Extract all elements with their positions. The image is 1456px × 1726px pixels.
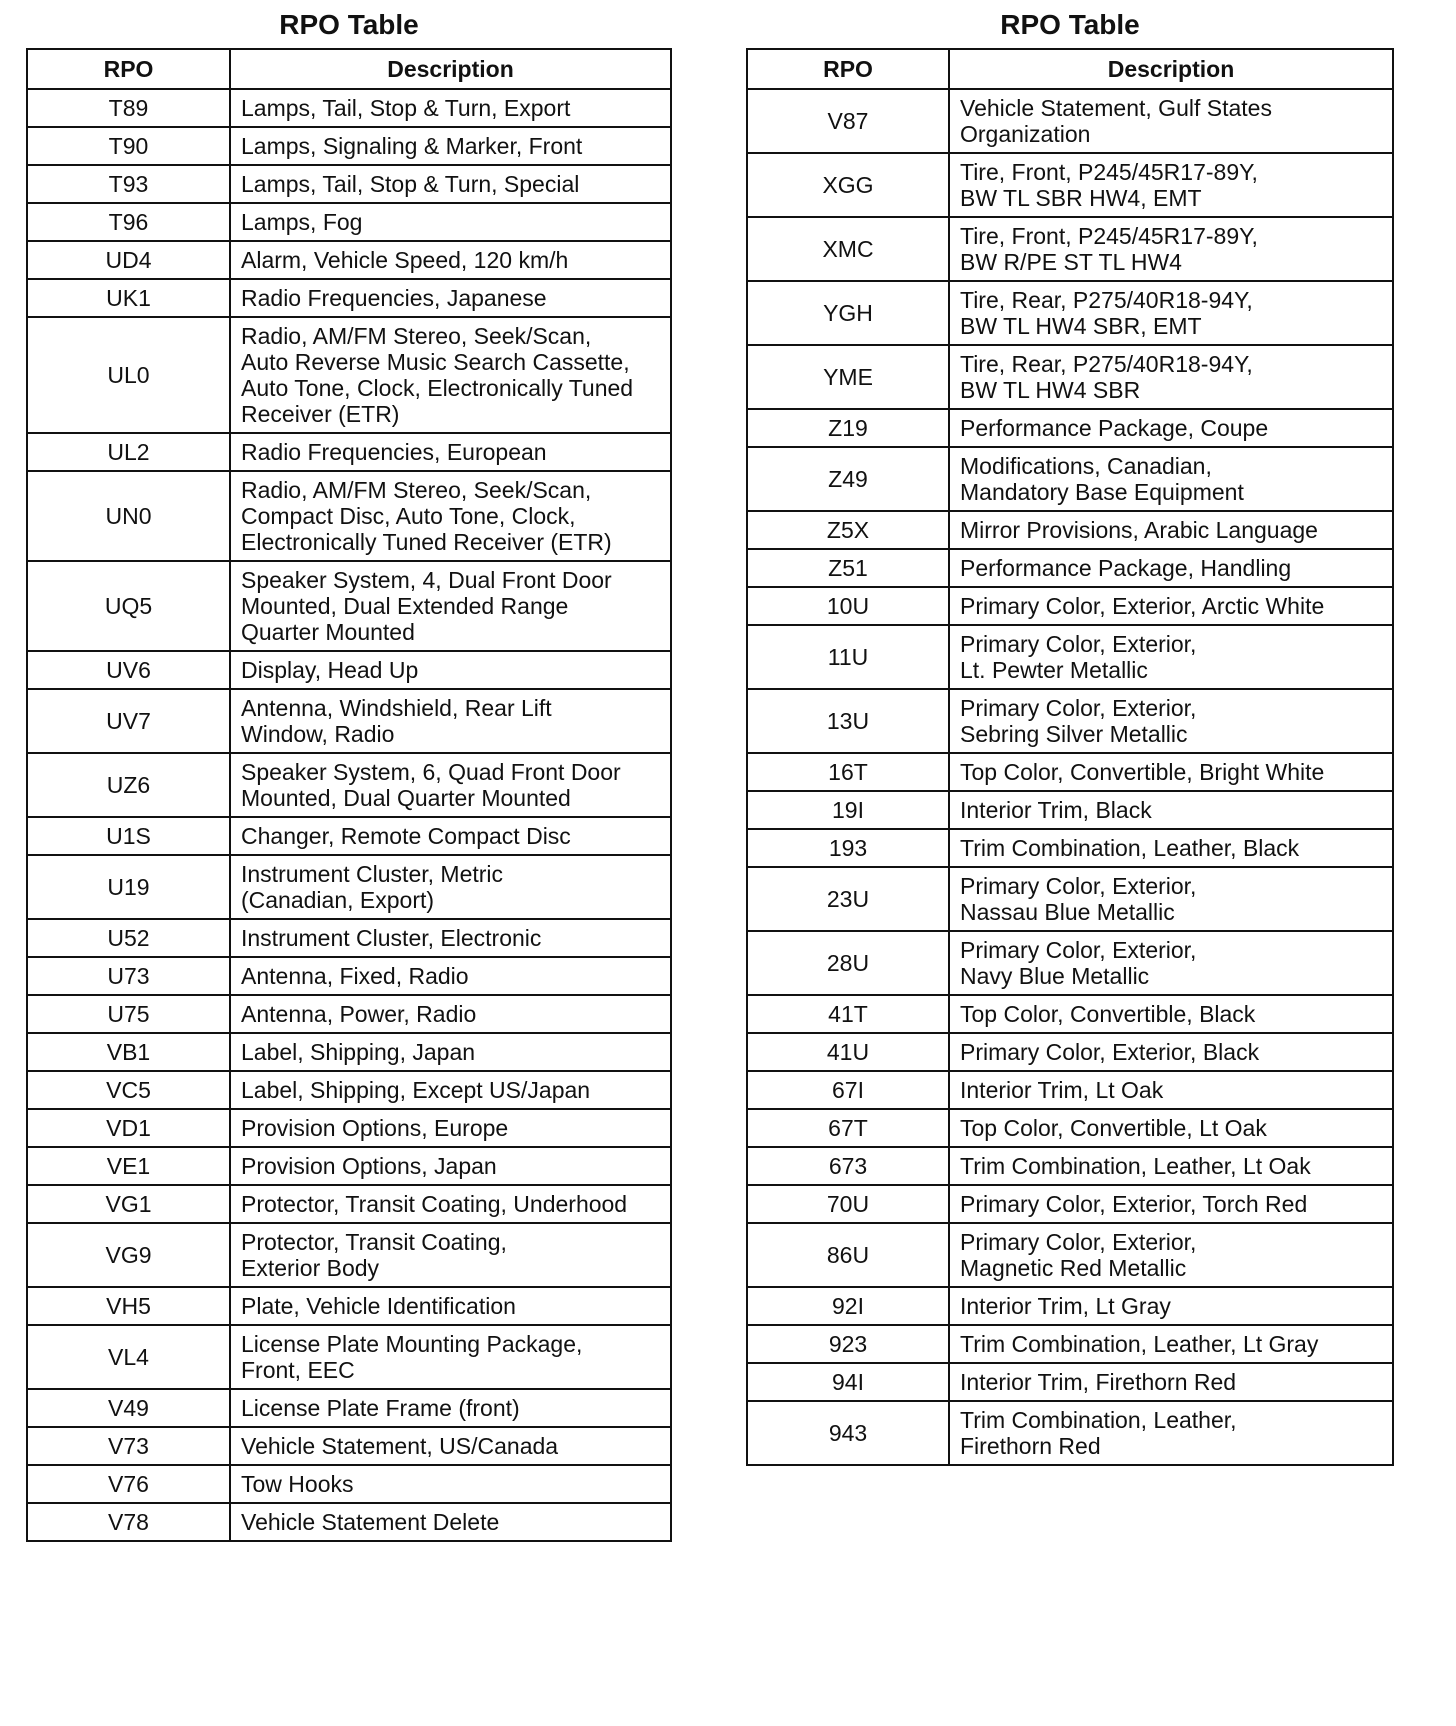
description-text: Interior Trim, Firethorn Red <box>960 1369 1237 1395</box>
description-cell <box>949 587 1393 625</box>
description-text: Primary Color, Exterior, Sebring Silver Metallic <box>960 695 1197 747</box>
rpo-code-cell: XGG <box>747 153 949 217</box>
rpo-code-cell: 13U <box>747 689 949 753</box>
description-text: Interior Trim, Black <box>960 797 1152 823</box>
table-row <box>747 587 1393 625</box>
rpo-code-cell: YGH <box>747 281 949 345</box>
description-cell <box>949 1287 1393 1325</box>
table-row <box>27 127 671 165</box>
table-row <box>747 867 1393 931</box>
table-row <box>27 1287 671 1325</box>
left-header-row <box>27 49 671 89</box>
table-row <box>27 1325 671 1389</box>
description-cell <box>949 1401 1393 1465</box>
description-cell <box>230 1427 671 1465</box>
rpo-code-cell: UV6 <box>27 651 230 689</box>
table-row <box>27 241 671 279</box>
table-row <box>27 1465 671 1503</box>
description-text: Primary Color, Exterior, Arctic White <box>960 593 1325 619</box>
description-text: Radio Frequencies, Japanese <box>241 285 547 311</box>
rpo-code-cell: XMC <box>747 217 949 281</box>
rpo-code-cell: T90 <box>27 127 230 165</box>
rpo-code-cell: 86U <box>747 1223 949 1287</box>
table-row <box>747 511 1393 549</box>
description-text: Primary Color, Exterior, Torch Red <box>960 1191 1308 1217</box>
description-text: Tire, Rear, P275/40R18-94Y, BW TL HW4 SBR, EMT <box>960 287 1253 339</box>
table-row <box>747 281 1393 345</box>
table-row <box>747 625 1393 689</box>
description-text: Protector, Transit Coating, Underhood <box>241 1191 628 1217</box>
description-text: Vehicle Statement, US/Canada <box>241 1433 559 1459</box>
table-row <box>747 753 1393 791</box>
table-row <box>747 1109 1393 1147</box>
rpo-code-cell: 11U <box>747 625 949 689</box>
description-text: Top Color, Convertible, Lt Oak <box>960 1115 1267 1141</box>
description-cell <box>230 471 671 561</box>
description-cell <box>230 957 671 995</box>
table-row <box>747 1185 1393 1223</box>
table-row <box>747 931 1393 995</box>
rpo-code-cell: 94I <box>747 1363 949 1401</box>
description-text: Primary Color, Exterior, Black <box>960 1039 1260 1065</box>
table-row <box>747 89 1393 153</box>
table-row <box>27 855 671 919</box>
rpo-code-cell: VG9 <box>27 1223 230 1287</box>
description-cell <box>949 511 1393 549</box>
table-row <box>27 1147 671 1185</box>
description-cell <box>949 217 1393 281</box>
table-row <box>747 1325 1393 1363</box>
right-table-title: RPO Table <box>1000 9 1140 40</box>
table-row <box>27 1185 671 1223</box>
table-row <box>27 1223 671 1287</box>
description-text: Provision Options, Europe <box>241 1115 509 1141</box>
rpo-code-cell: UL0 <box>27 317 230 433</box>
description-cell <box>230 753 671 817</box>
rpo-code-cell: Z49 <box>747 447 949 511</box>
table-row <box>747 1033 1393 1071</box>
table-row <box>27 1427 671 1465</box>
table-row <box>747 345 1393 409</box>
table-row <box>747 153 1393 217</box>
rpo-code-cell: 92I <box>747 1287 949 1325</box>
table-row <box>27 1389 671 1427</box>
rpo-code-cell: V49 <box>27 1389 230 1427</box>
description-cell <box>230 89 671 127</box>
rpo-code-cell: U1S <box>27 817 230 855</box>
rpo-code-cell: VC5 <box>27 1071 230 1109</box>
rpo-code-cell: 10U <box>747 587 949 625</box>
rpo-code-cell: Z51 <box>747 549 949 587</box>
description-cell <box>949 1147 1393 1185</box>
rpo-code-cell: UD4 <box>27 241 230 279</box>
table-row <box>747 549 1393 587</box>
description-text: Plate, Vehicle Identification <box>241 1293 516 1319</box>
table-row <box>27 957 671 995</box>
table-row <box>747 791 1393 829</box>
table-row <box>27 1503 671 1541</box>
rpo-code-cell: VB1 <box>27 1033 230 1071</box>
description-cell <box>230 919 671 957</box>
description-text: Primary Color, Exterior, Nassau Blue Metallic <box>960 873 1197 925</box>
description-text: Provision Options, Japan <box>241 1153 497 1179</box>
description-cell <box>949 1185 1393 1223</box>
description-cell <box>230 1389 671 1427</box>
table-row <box>747 447 1393 511</box>
rpo-code-cell: 16T <box>747 753 949 791</box>
right-header-row <box>747 49 1393 89</box>
description-text: Mirror Provisions, Arabic Language <box>960 517 1318 543</box>
description-cell <box>949 153 1393 217</box>
table-row <box>747 829 1393 867</box>
rpo-code-cell: 67T <box>747 1109 949 1147</box>
description-text: Antenna, Windshield, Rear Lift Window, Radio <box>241 695 552 747</box>
rpo-code-cell: 193 <box>747 829 949 867</box>
table-row <box>747 1223 1393 1287</box>
description-text: Radio, AM/FM Stereo, Seek/Scan, Auto Reverse Music Search Cassette, Auto Tone, Clock, Electronically Tuned Receiver (ETR) <box>241 323 634 427</box>
description-cell <box>949 1109 1393 1147</box>
description-text: Performance Package, Handling <box>960 555 1292 581</box>
description-text: Trim Combination, Leather, Black <box>960 835 1300 861</box>
rpo-code-cell: UL2 <box>27 433 230 471</box>
table-row <box>27 995 671 1033</box>
description-cell <box>230 1033 671 1071</box>
description-cell <box>949 829 1393 867</box>
rpo-code-cell: VL4 <box>27 1325 230 1389</box>
table-row <box>27 89 671 127</box>
description-text: Speaker System, 6, Quad Front Door Mounted, Dual Quarter Mounted <box>241 759 621 811</box>
description-text: Instrument Cluster, Metric (Canadian, Export) <box>241 861 504 913</box>
rpo-column-header: RPO <box>27 49 230 89</box>
rpo-code-cell: 41T <box>747 995 949 1033</box>
table-row <box>27 165 671 203</box>
description-cell <box>949 447 1393 511</box>
description-text: Tire, Front, P245/45R17-89Y, BW R/PE ST TL HW4 <box>960 223 1258 275</box>
description-text: Lamps, Tail, Stop & Turn, Export <box>241 95 571 121</box>
rpo-code-cell: UK1 <box>27 279 230 317</box>
rpo-code-cell: UN0 <box>27 471 230 561</box>
description-text: Alarm, Vehicle Speed, 120 km/h <box>241 247 569 273</box>
description-text: Primary Color, Exterior, Navy Blue Metallic <box>960 937 1197 989</box>
rpo-code-cell: UZ6 <box>27 753 230 817</box>
description-cell <box>230 561 671 651</box>
description-column-header: Description <box>949 49 1393 89</box>
rpo-code-cell: VH5 <box>27 1287 230 1325</box>
rpo-code-cell: 923 <box>747 1325 949 1363</box>
description-cell <box>230 203 671 241</box>
description-text: Top Color, Convertible, Black <box>960 1001 1256 1027</box>
description-text: Vehicle Statement, Gulf States Organization <box>960 95 1272 147</box>
description-text: Display, Head Up <box>241 657 419 683</box>
description-cell <box>230 433 671 471</box>
table-row <box>27 753 671 817</box>
description-cell <box>949 409 1393 447</box>
table-row <box>27 279 671 317</box>
description-cell <box>230 165 671 203</box>
table-row <box>27 919 671 957</box>
table-row <box>747 1147 1393 1185</box>
rpo-code-cell: T96 <box>27 203 230 241</box>
description-cell <box>230 1325 671 1389</box>
description-text: Primary Color, Exterior, Lt. Pewter Metallic <box>960 631 1197 683</box>
description-cell <box>230 1185 671 1223</box>
description-text: Interior Trim, Lt Gray <box>960 1293 1171 1319</box>
rpo-code-cell: Z5X <box>747 511 949 549</box>
rpo-code-cell: 67I <box>747 1071 949 1109</box>
table-row <box>747 1287 1393 1325</box>
rpo-code-cell: U73 <box>27 957 230 995</box>
table-row <box>27 471 671 561</box>
description-cell <box>949 549 1393 587</box>
description-text: Tow Hooks <box>241 1471 354 1497</box>
rpo-code-cell: 19I <box>747 791 949 829</box>
rpo-code-cell: UQ5 <box>27 561 230 651</box>
rpo-code-cell: U19 <box>27 855 230 919</box>
table-row <box>27 1109 671 1147</box>
description-cell <box>949 1363 1393 1401</box>
description-cell <box>230 317 671 433</box>
rpo-code-cell: YME <box>747 345 949 409</box>
left-table-body <box>27 89 671 1541</box>
description-cell <box>230 127 671 165</box>
rpo-code-cell: U52 <box>27 919 230 957</box>
description-text: Modifications, Canadian, Mandatory Base Equipment <box>960 453 1244 505</box>
description-text: Primary Color, Exterior, Magnetic Red Metallic <box>960 1229 1197 1281</box>
table-row <box>747 409 1393 447</box>
description-cell <box>949 1223 1393 1287</box>
description-text: Changer, Remote Compact Disc <box>241 823 571 849</box>
description-text: Tire, Front, P245/45R17-89Y, BW TL SBR HW4, EMT <box>960 159 1258 211</box>
description-cell <box>949 345 1393 409</box>
table-row <box>747 689 1393 753</box>
table-row <box>747 1401 1393 1465</box>
description-cell <box>230 241 671 279</box>
rpo-code-cell: VE1 <box>27 1147 230 1185</box>
description-cell <box>230 855 671 919</box>
right-rpo-panel <box>746 8 1394 1466</box>
left-rpo-table <box>26 48 672 1542</box>
table-row <box>27 817 671 855</box>
description-column-header: Description <box>230 49 671 89</box>
table-row <box>27 651 671 689</box>
description-text: Lamps, Tail, Stop & Turn, Special <box>241 171 580 197</box>
table-row <box>747 995 1393 1033</box>
rpo-code-cell: V78 <box>27 1503 230 1541</box>
rpo-code-cell: U75 <box>27 995 230 1033</box>
left-rpo-panel <box>26 8 672 1542</box>
description-text: Lamps, Signaling & Marker, Front <box>241 133 583 159</box>
rpo-code-cell: Z19 <box>747 409 949 447</box>
description-cell <box>949 791 1393 829</box>
right-table-body <box>747 89 1393 1465</box>
rpo-code-cell: 23U <box>747 867 949 931</box>
description-cell <box>949 1033 1393 1071</box>
table-row <box>27 1033 671 1071</box>
description-cell <box>230 651 671 689</box>
rpo-code-cell: 673 <box>747 1147 949 1185</box>
description-cell <box>949 1071 1393 1109</box>
description-cell <box>230 1503 671 1541</box>
rpo-code-cell: T93 <box>27 165 230 203</box>
rpo-code-cell: V73 <box>27 1427 230 1465</box>
description-text: Speaker System, 4, Dual Front Door Mounted, Dual Extended Range Quarter Mounted <box>241 567 612 645</box>
rpo-code-cell: VG1 <box>27 1185 230 1223</box>
description-cell <box>949 625 1393 689</box>
table-row <box>27 203 671 241</box>
description-cell <box>230 279 671 317</box>
description-cell <box>230 817 671 855</box>
rpo-code-cell: 70U <box>747 1185 949 1223</box>
description-text: License Plate Frame (front) <box>241 1395 520 1421</box>
description-cell <box>230 1109 671 1147</box>
rpo-code-cell: V76 <box>27 1465 230 1503</box>
description-cell <box>230 1287 671 1325</box>
rpo-column-header: RPO <box>747 49 949 89</box>
table-row <box>27 561 671 651</box>
description-text: Instrument Cluster, Electronic <box>241 925 542 951</box>
description-text: Tire, Rear, P275/40R18-94Y, BW TL HW4 SBR <box>960 351 1253 403</box>
rpo-code-cell: UV7 <box>27 689 230 753</box>
description-cell <box>949 867 1393 931</box>
description-cell <box>949 995 1393 1033</box>
table-row <box>27 317 671 433</box>
description-text: Lamps, Fog <box>241 209 363 235</box>
description-cell <box>230 689 671 753</box>
table-row <box>27 1071 671 1109</box>
description-text: Interior Trim, Lt Oak <box>960 1077 1164 1103</box>
description-text: Protector, Transit Coating, Exterior Body <box>241 1229 507 1281</box>
description-text: Antenna, Power, Radio <box>241 1001 477 1027</box>
description-cell <box>949 281 1393 345</box>
rpo-code-cell: T89 <box>27 89 230 127</box>
table-row <box>747 1071 1393 1109</box>
table-row <box>27 433 671 471</box>
description-cell <box>949 1325 1393 1363</box>
description-cell <box>230 1147 671 1185</box>
description-text: Radio Frequencies, European <box>241 439 547 465</box>
description-text: Trim Combination, Leather, Lt Gray <box>960 1331 1319 1357</box>
description-cell <box>949 89 1393 153</box>
description-text: Vehicle Statement Delete <box>241 1509 500 1535</box>
rpo-code-cell: 41U <box>747 1033 949 1071</box>
table-row <box>747 1363 1393 1401</box>
description-cell <box>230 995 671 1033</box>
description-text: Top Color, Convertible, Bright White <box>960 759 1325 785</box>
description-text: Trim Combination, Leather, Firethorn Red <box>960 1407 1237 1459</box>
rpo-code-cell: 943 <box>747 1401 949 1465</box>
description-cell <box>230 1465 671 1503</box>
rpo-code-cell: 28U <box>747 931 949 995</box>
description-cell <box>949 689 1393 753</box>
left-table-title: RPO Table <box>279 9 419 40</box>
description-text: Trim Combination, Leather, Lt Oak <box>960 1153 1311 1179</box>
right-rpo-table <box>746 48 1394 1466</box>
description-text: Label, Shipping, Except US/Japan <box>241 1077 591 1103</box>
rpo-code-cell: VD1 <box>27 1109 230 1147</box>
rpo-code-cell: V87 <box>747 89 949 153</box>
description-text: Label, Shipping, Japan <box>241 1039 476 1065</box>
table-row <box>747 217 1393 281</box>
description-text: Performance Package, Coupe <box>960 415 1269 441</box>
description-cell <box>949 931 1393 995</box>
description-text: Antenna, Fixed, Radio <box>241 963 469 989</box>
description-text: Radio, AM/FM Stereo, Seek/Scan, Compact Disc, Auto Tone, Clock, Electronically Tuned Receiver (ETR) <box>241 477 612 555</box>
description-cell <box>230 1071 671 1109</box>
table-row <box>27 689 671 753</box>
description-cell <box>230 1223 671 1287</box>
description-text: License Plate Mounting Package, Front, EEC <box>241 1331 583 1383</box>
description-cell <box>949 753 1393 791</box>
